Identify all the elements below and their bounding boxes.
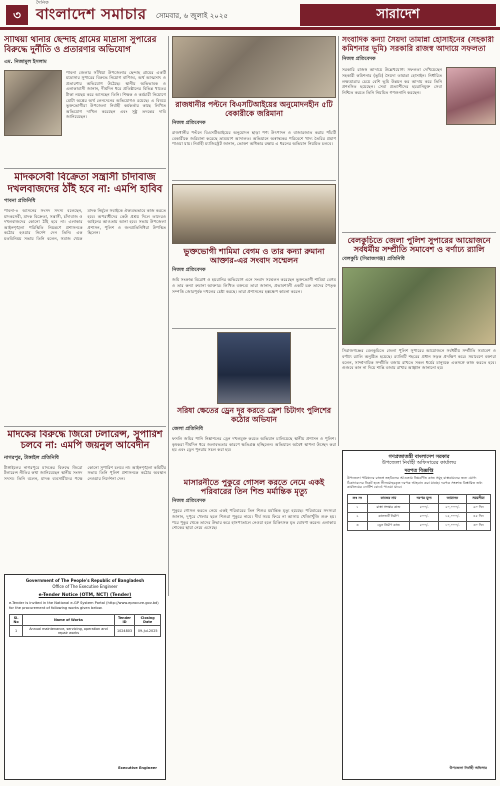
- table-header: Closing Date: [135, 615, 161, 626]
- byline: নিজস্ব প্রতিবেদক: [342, 56, 376, 63]
- press-conference-photo: [172, 184, 336, 244]
- e-tender-notice: [4, 574, 166, 780]
- table-header: Sl. No: [10, 615, 23, 626]
- table-cell: ৬০ দিন: [466, 503, 490, 512]
- table-header: জামানত: [438, 494, 466, 503]
- byline: পাবনা প্রতিনিধি: [4, 198, 36, 204]
- byline: নাগরপুর, টাঙ্গাইল প্রতিনিধি: [4, 454, 59, 461]
- notice-heading: e-Tender Notice (OTM, NCT) (Tender): [38, 593, 132, 598]
- article-zero-tolerance: [4, 430, 166, 570]
- headline: ভুক্তভোগী শামিমা বেগম ও তার কন্যা রুমানা আক্তার-এর সংবাদ সম্মেলন: [183, 246, 325, 266]
- notice-table: [347, 494, 491, 531]
- headline: বেলকুচিতে জেলা পুলিশ সুপারের আয়োজনে সর্বধর্মীয় সম্প্রীতি সমাবেশ ও বর্ণাঢ্য র‌্যালি: [347, 236, 491, 255]
- notice-table-wrap: [343, 492, 495, 533]
- portrait-photo: [446, 67, 496, 125]
- notice-signature: Executive Engineer: [118, 766, 157, 771]
- masthead: [0, 0, 500, 30]
- table-cell: ১০,০০০/-: [438, 521, 466, 530]
- article-body: ফসলি জমির পানি নিষ্কাশনের ড্রেন দখলমুক্ত করতে অভিযান চালিয়েছে স্থানীয় প্রশাসন ও পুলিশ। কৃষকরা দীর্ঘদিন ধরে জলাবদ্ধতার কারণে ক্ষতিগ্রস্ত হচ্ছিলেন। অভিযানে অবৈধ স্থাপনা উচ্ছেদ করা হয় এবং ড্রেন পুনরায় সচল করা হয়।: [172, 436, 336, 453]
- notice-title: গণপ্রজাতন্ত্রী বাংলাদেশ সরকার: [388, 454, 450, 460]
- table-cell: ২: [348, 512, 368, 521]
- notice-heading: দরপত্র বিজ্ঞপ্তি: [404, 468, 434, 474]
- article-madrasa: [4, 36, 166, 164]
- table-cell: কালভার্ট নির্মাণ: [367, 512, 410, 521]
- article-body: রাজধানীর পল্টনে বিএসটিআইয়ের অনুমোদন ছাড়া পণ্য উৎপাদন ও বাজারজাত করায় পাঁচটি বেকারীকে জরিমানা করেছে ভ্রাম্যমাণ আদালত। অভিযানে অস্বাস্থ্যকর পরিবেশে খাদ্য তৈরির প্রমাণ পাওয়া যায়। নির্বাহী ম্যাজিস্ট্রেট জানান, ভোক্তা অধিকার রক্ষায় এ ধরনের অভিযান নিয়মিত চলবে।: [172, 130, 336, 147]
- notice-table: [9, 614, 161, 637]
- table-header: সময়সীমা: [466, 494, 490, 503]
- issue-date: সোমবার, ৬ জুলাই ২০২৫: [156, 12, 228, 20]
- column-divider: [338, 36, 339, 446]
- notice-table-wrap: [5, 612, 165, 639]
- table-cell: 09-Jul-2025: [135, 626, 161, 637]
- section-divider: [4, 426, 166, 427]
- article-mp-habib: [4, 172, 166, 422]
- table-header: ক্রঃ নং: [348, 494, 368, 503]
- notice-subtitle: Office of The Executive Engineer: [52, 584, 118, 589]
- article-bakery: [172, 36, 336, 176]
- article-rally: [342, 236, 496, 444]
- byline: নিজস্ব প্রতিবেদক: [172, 267, 206, 274]
- article-body: জমি সংক্রান্ত বিরোধ ও হয়রানির অভিযোগ এনে সংবাদ সম্মেলন করেছেন ভুক্তভোগী শামিমা বেগম ও তার কন্যা রুমানা আক্তার। লিখিত বক্তব্যে তারা জানান, প্রভাবশালী একটি চক্র তাদের পৈতৃক সম্পত্তি জোরপূর্বক দখলের চেষ্টা করছে। তারা প্রশাসনের হস্তক্ষেপ কামনা করেন।: [172, 277, 336, 294]
- notice-subtitle: উপজেলা নির্বাহী অফিসারের কার্যালয়: [381, 460, 457, 466]
- headline: মাসারনীতে পুকুরে গোসল করতে নেমে একই পরিবারের তিন শিশু মর্মান্তিক মৃত্যু: [183, 478, 325, 497]
- article-body: টাঙ্গাইলের নাগরপুরে মাদকের বিরুদ্ধে জিরো টলারেন্স নীতির কথা জানিয়েছেন স্থানীয় সংসদ সদস্য। তিনি বলেন, মাদক ব্যবসায়ীদের পক্ষে কোনো সুপারিশ চলবে না। আইনশৃঙ্খলা কমিটির সভায় তিনি পুলিশ প্রশাসনকে কঠোর অবস্থান নেওয়ার নির্দেশনা দেন।: [4, 464, 166, 482]
- officer-photo: [217, 332, 291, 404]
- table-cell: ৫০০/-: [410, 521, 439, 530]
- article-body: পুকুরে গোসল করতে নেমে একই পরিবারের তিন শিশুর মর্মান্তিক মৃত্যু হয়েছে। পরিবারের সদস্যরা জানান, দুপুরে খেলার ছলে শিশুরা পুকুরে নামে। দীর্ঘ সময় ফিরে না আসায় খোঁজাখুঁজি শুরু হয়। পরে পুকুর থেকে তাদের উদ্ধার করে হাসপাতালে নেওয়া হলে চিকিৎসক মৃত ঘোষণা করেন। এলাকায় শোকের ছায়া নেমে এসেছে।: [172, 508, 336, 531]
- notice-body: উপজেলা পরিষদের রাজস্ব তহবিলের আওতায় নিম্নবর্ণিত কাজ সমূহ বাস্তবায়নের জন্য যোগ্য ঠিকাদারদের নিকট হতে সীলমোহরকৃত দরপত্র আহবান করা যাচ্ছে। দরপত্র সংক্রান্ত বিস্তারিত তথ্য কার্যালয়ের নোটিশ বোর্ডে পাওয়া যাবে।: [347, 476, 483, 490]
- table-cell: ১৫,০০০/-: [438, 512, 466, 521]
- notice-signature: উপজেলা নির্বাহী অফিসার: [449, 766, 487, 771]
- table-cell: 1: [10, 626, 23, 637]
- article-body: সিরাজগঞ্জের বেলকুচিতে জেলা পুলিশ সুপারের আয়োজনে সর্বধর্মীয় সম্প্রীতি সমাবেশ ও বর্ণাঢ্য র‌্যালি অনুষ্ঠিত হয়েছে। র‌্যালিটি শহরের প্রধান সড়ক প্রদক্ষিণ করে। সমাবেশে বক্তারা বলেন, সাম্প্রদায়িক সম্প্রীতি বজায় রাখতে সকল ধর্মের মানুষকে একসঙ্গে কাজ করতে হবে। গুজবে কান না দিয়ে শান্তি বজায় রাখার আহ্বান জানানো হয়।: [342, 348, 496, 371]
- rally-photo: [342, 267, 496, 345]
- headline: সরিষা ক্ষেতের ড্রেন দূর করতে ফ্রেশ চিটাগং পুলিশের কঠোর অভিযান: [177, 406, 331, 424]
- headline: সংবাদিক কন্যা সৈয়দা তামান্না হোসাইনের (সহকারী কমিশনার ভূমি) সরকারি রাজস্ব আদায়ে সফলতা: [342, 36, 494, 53]
- brand-prefix: দৈনিক: [36, 0, 49, 6]
- byline: নিজস্ব প্রতিবেদক: [172, 498, 206, 505]
- section-divider: [4, 168, 166, 169]
- headline: মাদকের বিরুদ্ধে জিরো টলারেন্স, সুপারিশ চলবে না: এমপি জয়নুল আবেদীন: [7, 430, 163, 451]
- table-cell: ৩০ দিন: [466, 521, 490, 530]
- table-cell: 1024803: [114, 626, 135, 637]
- table-cell: ৪৫ দিন: [466, 512, 490, 521]
- byline: এম. নিজামুল ইসলাম: [4, 58, 47, 65]
- article-land-commissioner: [342, 36, 496, 228]
- table-cell: ১: [348, 503, 368, 512]
- article-drain-operation: [172, 332, 336, 472]
- byline: বেলকুচি (সিরাজগঞ্জ) প্রতিনিধি: [342, 256, 405, 263]
- brand-logo: বাংলাদেশ সমাচার: [36, 5, 147, 23]
- section-divider: [172, 180, 336, 181]
- table-header: দরপত্র মূল্য: [410, 494, 439, 503]
- headline: মাদকসেবী বিক্রেতা সন্ত্রাসী চাঁদাবাজ দখলবাজদের ঠাঁই হবে না: এমপি হাবিব: [7, 172, 163, 195]
- table-cell: ২০,০০০/-: [438, 503, 466, 512]
- table-header: কাজের নাম: [367, 494, 410, 503]
- notice-title: Government of The People's Republic of Bangladesh: [25, 578, 145, 583]
- headline: রাজধানীর পল্টনে বিএসটিআইয়ের অনুমোদনহীন ৫টি বেকারীকে জরিমানা: [175, 100, 333, 118]
- table-cell: ড্রেন নির্মাণ কাজ: [367, 521, 410, 530]
- headline: সাঁথিয়া থানার ছেন্দাহ গ্রামের মাদ্রাসা সুপারের বিরুদ্ধে দুর্নীতি ও প্রতারণার অভিযোগ: [4, 36, 157, 55]
- article-body: পাবনা-৪ আসনের সংসদ সদস্য বলেছেন, মাদকসেবী, মাদক বিক্রেতা, সন্ত্রাসী, চাঁদাবাজ ও দখলবাজদের কোনো ঠাঁই হবে না। এলাকার আইনশৃঙ্খলা পরিস্থিতি নিয়ন্ত্রণে প্রশাসনকে কঠোর হওয়ার নির্দেশ দেন তিনি। এক মতবিনিময় সভায় তিনি বলেন, সমাজ থেকে মাদক নির্মূলে সবাইকে ঐক্যবদ্ধভাবে কাজ করতে হবে। অপরাধীদের কেউ প্রশ্রয় দিলে তাদেরও আইনের আওতায় আনা হবে। সভায় উপজেলা প্রশাসন, পুলিশ ও জনপ্রতিনিধিরা উপস্থিত ছিলেন।: [4, 208, 166, 241]
- article-body: পাবনা জেলার সাঁথিয়া উপজেলার ছেন্দাহ গ্রামের একটি মাদ্রাসার সুপারের বিরুদ্ধে নিয়োগ বাণিজ্য, অর্থ আত্মসাৎ ও প্রতারণার অভিযোগ উঠেছে। স্থানীয় অভিভাবক ও এলাকাবাসী জানান, দীর্ঘদিন ধরে প্রতিষ্ঠানের বিভিন্ন খাতের টাকা নয়ছয় করে আসছেন তিনি। শিক্ষক ও কর্মচারী নিয়োগে মোটা অঙ্কের অর্থ লেনদেনের অভিযোগও রয়েছে। এ বিষয়ে ভুক্তভোগীরা উপজেলা নির্বাহী কর্মকর্তার কাছে লিখিত অভিযোগ দাখিল করেছেন এবং সুষ্ঠু তদন্তের দাবি জানিয়েছেন।: [66, 69, 166, 120]
- table-header: Tender ID: [114, 615, 135, 626]
- section-divider: [342, 232, 496, 233]
- table-cell: ৩: [348, 521, 368, 530]
- section-divider: [172, 328, 336, 329]
- table-cell: Annual maintenance, servicing, operation and repair works: [23, 626, 114, 637]
- table-cell: রাস্তা সংস্কার কাজ: [367, 503, 410, 512]
- article-press-conference: [172, 184, 336, 324]
- table-row: [348, 503, 491, 512]
- article-pond-tragedy: [172, 478, 336, 778]
- notice-body: e-Tender is invited in the National e-GP System Portal (http://www.eprocure.gov.bd) for the procurement of following works given below.: [9, 601, 159, 610]
- table-header: Name of Works: [23, 615, 114, 626]
- table-row: [10, 626, 161, 637]
- article-body: সরকারি রাজস্ব আদায়ে উল্লেখযোগ্য সফলতা দেখিয়েছেন সহকারী কমিশনার (ভূমি) সৈয়দা তামান্না হোসাইন। নির্ধারিত লক্ষ্যমাত্রার চেয়ে বেশি ভূমি উন্নয়ন কর আদায় করে তিনি প্রশংসিত হয়েছেন। সেবা প্রত্যাশীদের হয়রানিমুক্ত সেবা নিশ্চিত করতে তিনি নিয়মিত গণশুনানি করছেন।: [342, 67, 442, 95]
- table-cell: ৫০০/-: [410, 512, 439, 521]
- news-photo: [172, 36, 336, 98]
- table-row: [348, 521, 491, 530]
- table-row: [348, 512, 491, 521]
- page-number: ৩: [6, 5, 28, 25]
- byline: নিজস্ব প্রতিবেদক: [172, 120, 206, 127]
- tender-notice-bengali: [342, 450, 496, 780]
- section-title: সারাদেশ: [300, 4, 496, 26]
- column-divider: [168, 36, 169, 596]
- byline: জেলা প্রতিনিধি: [172, 426, 203, 433]
- portrait-photo: [4, 70, 62, 136]
- table-cell: ৫০০/-: [410, 503, 439, 512]
